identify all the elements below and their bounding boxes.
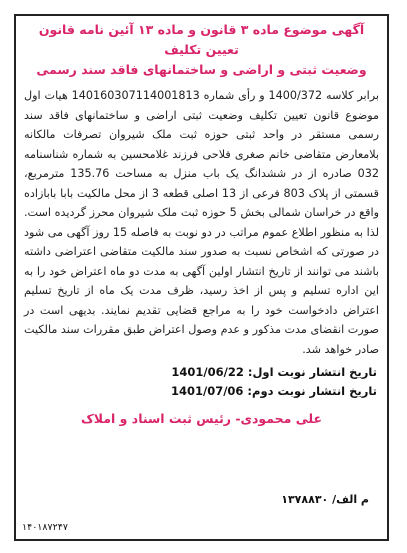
first-publish-label: تاریخ انتشار نوبت اول: — [247, 365, 377, 379]
first-publish-row — [26, 363, 377, 382]
first-publish-date: 1401/06/22 — [171, 365, 244, 379]
signature: علی محمودی- رئیس ثبت اسناد و املاک — [81, 411, 322, 426]
second-publish-row — [26, 382, 377, 401]
notice-frame — [14, 14, 389, 541]
notice-title — [22, 20, 381, 80]
reference-code: م الف/ ۱۳۷۸۸۳۰ — [281, 493, 369, 506]
second-publish-label: تاریخ انتشار نوبت دوم: — [247, 384, 377, 398]
reference-number: ۱۴۰۱۸۷۲۴۷ — [22, 522, 68, 533]
notice-title-line1: آگهی موضوع ماده ۳ قانون و ماده ۱۳ آئین نامه قانون تعیین تکلیف — [38, 22, 365, 57]
reference-row — [22, 493, 377, 533]
notice-title-line2: وضعیت ثبتی و اراضی و ساختمانهای فاقد سند رسمی — [36, 62, 367, 77]
publish-dates — [26, 363, 377, 401]
second-publish-date: 1401/07/06 — [170, 384, 244, 398]
notice-body: برابر کلاسه 1400/372 و رأی شماره 140160307114001813 هیات اول موضوع قانون تعیین تکلیف وضعیت ثبتی اراضی و ساختمانهای فاقد سند رسمی مستقر در واحد ثبتی حوزه ثبت ملک شیروان تصرفات مالکانه بلامعارض متقاضی خانم صغری فلاحی فرزند غلامحسین به شماره شناسنامه 032 صادره از در ششدانگ یک باب منزل به مساحت 135.76 مترمربع، قسمتی از پلاک 803 فرعی از 13 اصلی قطعه 3 از محل مالکیت بابا بابازاده واقع در خراسان شمالی بخش 5 حوزه ثبت ملک شیروان محرز گردیده است. لذا به منظور اطلاع عموم مراتب در دو نوبت به فاصله 15 روز آگهی می شود در صورتی که اشخاص نسبت به صدور سند مالکیت متقاضی اعتراضی داشته باشند می توانند از تاریخ انتشار اولین آگهی به مدت دو ماه اعتراض خود را به این اداره تسلیم و پس از اخذ رسید، ظرف مدت یک ماه از تاریخ تسلیم اعتراض دادخواست خود را به مراجع قضایی تقدیم نمایند. بدیهی است در صورت انقضای مدت مذکور و عدم وصول اعتراض طبق مقررات سند مالکیت صادر خواهد شد. — [24, 89, 379, 356]
